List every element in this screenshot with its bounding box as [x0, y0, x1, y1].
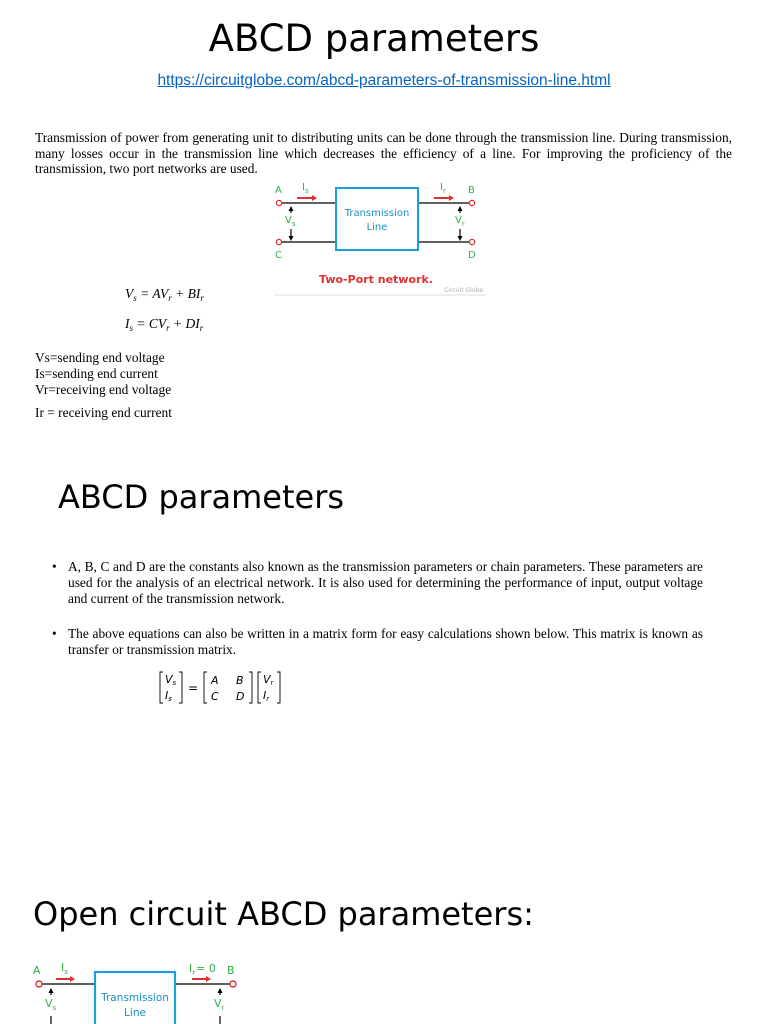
two-port-network-diagram [272, 180, 488, 298]
label-a: A [33, 964, 41, 977]
label-b: B [468, 185, 475, 196]
definition-item: Vr=receiving end voltage [35, 382, 172, 397]
slide1-title: ABCD parameters [208, 17, 540, 60]
equals-sign: = [188, 681, 199, 695]
box-label-line1: Transmission [101, 992, 169, 1004]
definition-item: Ir = receiving end current [35, 405, 172, 420]
label-d: D [468, 250, 476, 261]
vs-label: $V_s$ [285, 215, 296, 228]
label-c: C [275, 250, 282, 261]
transmission-line-box [336, 188, 418, 250]
svg-text:A: A [211, 674, 219, 687]
terminal-b [469, 200, 474, 205]
label-a: A [275, 185, 282, 196]
vr-label: $V_r$ [214, 997, 225, 1012]
is-label: $I_s$ [61, 961, 68, 976]
svg-text:B: B [236, 674, 244, 687]
equation-vs: $V_s = AV_r + BI_r$ [125, 286, 204, 303]
ir-label: $I_r$ [440, 182, 446, 195]
vs-up-arrow-icon [289, 206, 294, 213]
vr-label: $V_r$ [455, 215, 465, 228]
label-b: B [227, 964, 235, 977]
equation-is: $I_s = CV_r + DI_r$ [125, 316, 204, 333]
terminal-c [276, 239, 281, 244]
bullet-list [50, 559, 703, 658]
terminal-a [276, 200, 281, 205]
diagram-watermark: Circuit Globe [444, 287, 483, 294]
slide2-title: ABCD parameters [58, 478, 345, 516]
slide3-title: Open circuit ABCD parameters: [33, 895, 534, 933]
bullet-icon: • [52, 559, 57, 574]
box-label-line2: Line [124, 1007, 146, 1019]
intro-paragraph: Transmission of power from generating unit to distributing units can be done through the transmission line. During transmission, many losses occur in the transmission line which decreases the efficiency of a line. For improving the proficiency of the transmission, two port networks are used. [35, 130, 732, 177]
source-link[interactable]: https://circuitglobe.com/abcd-parameters-of-transmission-line.html [157, 72, 611, 89]
definition-item: Vs=sending end voltage [35, 350, 165, 365]
is-arrow-icon [297, 195, 317, 201]
svg-text:Vs: Vs [165, 673, 177, 687]
diagram-caption: Two-Port network. [319, 273, 433, 286]
list-item: • A, B, C and D are the constants also known as the transmission parameters or chain parameters. These parameters are used for the analysis of an electrical network. It is also used for determining the performance of input, output voltage and current of the transmission network. [52, 559, 703, 606]
definition-item: Is=sending end current [35, 366, 158, 381]
ir-label: $I_r= 0$ [189, 962, 216, 977]
terminal-a [36, 981, 42, 987]
box-label-line1: Transmission [344, 208, 410, 219]
bullet-icon: • [52, 626, 57, 641]
svg-text:Vr: Vr [263, 673, 274, 687]
svg-text:D: D [236, 690, 245, 703]
is-arrow-icon [56, 976, 75, 982]
ir-arrow-icon [434, 195, 454, 201]
vs-arrow-icon [289, 229, 294, 241]
terminal-d [469, 239, 474, 244]
box-label-line2: Line [366, 222, 388, 233]
terminal-b [230, 981, 236, 987]
list-item: • The above equations can also be written in a matrix form for easy calculations shown below. This matrix is known as transfer or transmission matrix. [52, 626, 703, 657]
matrix-equation [158, 670, 286, 706]
svg-text:C: C [211, 690, 219, 703]
svg-text:Is: Is [165, 689, 172, 703]
svg-text:Ir: Ir [263, 689, 270, 703]
definitions-list [35, 350, 172, 421]
is-label: $I_s$ [302, 182, 309, 195]
vs-label: $V_s$ [45, 997, 57, 1012]
open-circuit-diagram [30, 958, 244, 1024]
